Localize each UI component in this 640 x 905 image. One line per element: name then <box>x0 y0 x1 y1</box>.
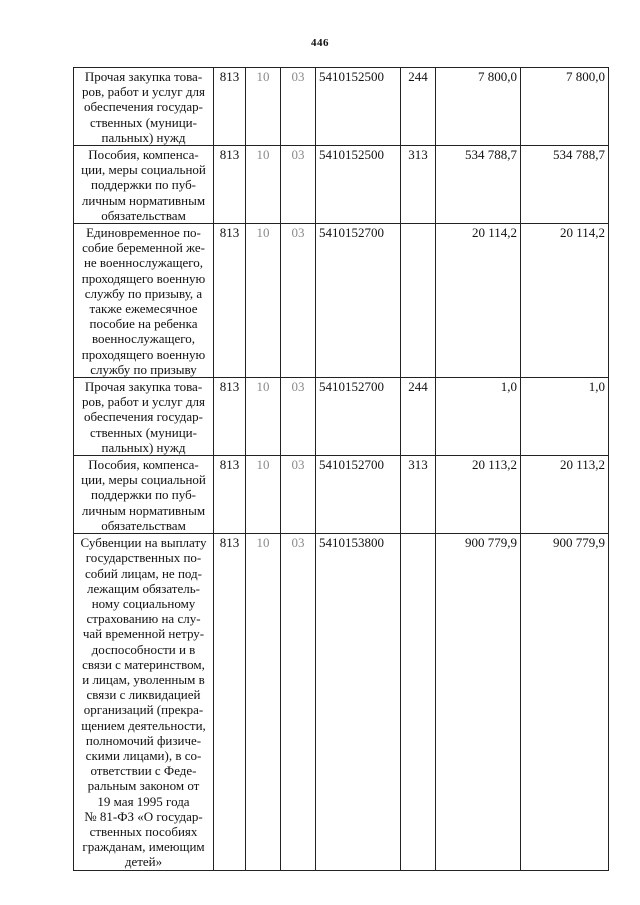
row-name-cell <box>74 68 214 146</box>
row-name-line: Пособия, компенса- <box>88 457 199 473</box>
rz-cell: 10 <box>246 456 281 534</box>
row-name-cell <box>74 146 214 224</box>
vr-cell: 244 <box>401 378 436 456</box>
ved-cell: 813 <box>214 146 246 224</box>
sum-cell-1: 20 114,2 <box>436 224 521 378</box>
vr-cell <box>401 534 436 870</box>
row-name-line: обеспечения государ- <box>84 409 203 425</box>
sum-cell-2: 534 788,7 <box>521 146 609 224</box>
table-row <box>74 456 609 534</box>
pr-cell: 03 <box>281 224 316 378</box>
table-row <box>74 534 609 870</box>
row-name-line: поддержки по пуб- <box>90 177 197 193</box>
table-row <box>74 378 609 456</box>
rz-cell: 10 <box>246 378 281 456</box>
row-name-cell <box>74 456 214 534</box>
pr-cell: 03 <box>281 456 316 534</box>
row-name-line: пальных) нужд <box>101 129 186 145</box>
row-name-line: 19 мая 1995 года <box>97 793 190 809</box>
csr-cell: 5410152700 <box>316 456 401 534</box>
row-name-line: обеспечения государ- <box>84 99 203 115</box>
row-name-line: № 81-ФЗ «О государ- <box>84 808 203 824</box>
budget-table <box>73 67 609 871</box>
sum-cell-1: 1,0 <box>436 378 521 456</box>
page-number: 446 <box>311 37 329 49</box>
rz-cell: 10 <box>246 224 281 378</box>
row-name-line: гражданам, имеющим <box>82 839 205 855</box>
row-name-cell <box>74 534 214 870</box>
sum-cell-1: 900 779,9 <box>436 534 521 870</box>
row-name-line: детей» <box>124 854 163 870</box>
ved-cell: 813 <box>214 224 246 378</box>
pr-cell: 03 <box>281 146 316 224</box>
row-name-line: собие беременной же- <box>82 240 205 256</box>
sum-cell-1: 20 113,2 <box>436 456 521 534</box>
pr-cell: 03 <box>281 378 316 456</box>
vr-cell: 244 <box>401 68 436 146</box>
csr-cell: 5410152500 <box>316 68 401 146</box>
row-name-cell <box>74 378 214 456</box>
row-name-line: ции, меры социальной <box>81 472 206 488</box>
row-name-line: лежащим обязатель- <box>87 580 200 596</box>
csr-cell: 5410153800 <box>316 534 401 870</box>
pr-cell: 03 <box>281 68 316 146</box>
table-row <box>74 224 609 378</box>
row-name-line: и лицам, уволенным в <box>82 671 205 687</box>
row-name-line: ственных (муници- <box>90 424 197 440</box>
row-name-line: службу по призыву, а <box>84 285 203 301</box>
sum-cell-1: 7 800,0 <box>436 68 521 146</box>
sum-cell-2: 900 779,9 <box>521 534 609 870</box>
csr-cell: 5410152700 <box>316 224 401 378</box>
row-name-line: проходящего военную <box>81 270 206 286</box>
row-name-line: ственных пособиях <box>89 823 198 839</box>
row-name-cell <box>74 224 214 378</box>
row-name-line: ров, работ и услуг для <box>82 394 205 410</box>
row-name-line: военнослужащего, <box>91 331 196 347</box>
row-name-line: Единовременное по- <box>86 225 201 241</box>
sum-cell-2: 7 800,0 <box>521 68 609 146</box>
row-name-line: личным нормативным <box>81 502 206 518</box>
row-name-line: связи с ликвидацией <box>86 687 201 703</box>
rz-cell: 10 <box>246 534 281 870</box>
pr-cell: 03 <box>281 534 316 870</box>
ved-cell: 813 <box>214 456 246 534</box>
row-name-line: Субвенции на выплату <box>80 535 207 551</box>
row-name-line: ров, работ и услуг для <box>82 84 205 100</box>
row-name-line: поддержки по пуб- <box>90 487 197 503</box>
row-name-line: ответствии с Федe- <box>90 763 197 779</box>
sum-cell-2: 20 113,2 <box>521 456 609 534</box>
row-name-line: пальных) нужд <box>101 439 186 455</box>
ved-cell: 813 <box>214 534 246 870</box>
row-name-line: скими лицами), в со- <box>85 747 202 763</box>
row-name-line: Пособия, компенса- <box>88 147 199 163</box>
row-name-line: службу по призыву <box>90 361 197 377</box>
row-name-line: щением деятельности, <box>81 717 206 733</box>
row-name-line: собий лицам, не под- <box>85 565 202 581</box>
sum-cell-1: 534 788,7 <box>436 146 521 224</box>
row-name-line: не военнослужащего, <box>83 255 204 271</box>
row-name-line: пособие на ребенка <box>89 316 198 332</box>
ved-cell: 813 <box>214 378 246 456</box>
row-name-line: чай временной нетру- <box>82 626 205 642</box>
row-name-line: ственных (муници- <box>90 114 197 130</box>
ved-cell: 813 <box>214 68 246 146</box>
row-name-line: полномочий физиче- <box>85 732 202 748</box>
row-name-line: связи с материнством, <box>82 656 205 672</box>
rz-cell: 10 <box>246 68 281 146</box>
row-name-line: организаций (прекра- <box>83 702 204 718</box>
row-name-line: обязательствам <box>101 207 186 223</box>
row-name-line: страхованию на слу- <box>86 611 201 627</box>
row-name-line: личным нормативным <box>81 192 206 208</box>
rz-cell: 10 <box>246 146 281 224</box>
csr-cell: 5410152500 <box>316 146 401 224</box>
sum-cell-2: 1,0 <box>521 378 609 456</box>
row-name-line: государственных по- <box>85 550 202 566</box>
table-row <box>74 68 609 146</box>
vr-cell: 313 <box>401 456 436 534</box>
row-name-line: Прочая закупка това- <box>84 69 203 84</box>
row-name-line: Прочая закупка това- <box>84 379 203 395</box>
csr-cell: 5410152700 <box>316 378 401 456</box>
row-name-line: ции, меры социальной <box>81 162 206 178</box>
table-row <box>74 146 609 224</box>
row-name-line: ному социальному <box>91 595 196 611</box>
vr-cell <box>401 224 436 378</box>
row-name-line: доспособности и в <box>91 641 196 657</box>
row-name-line: также ежемесячное <box>89 301 198 317</box>
vr-cell: 313 <box>401 146 436 224</box>
row-name-line: обязательствам <box>101 517 186 533</box>
row-name-line: ральным законом от <box>87 778 200 794</box>
row-name-line: проходящего военную <box>81 346 206 362</box>
sum-cell-2: 20 114,2 <box>521 224 609 378</box>
